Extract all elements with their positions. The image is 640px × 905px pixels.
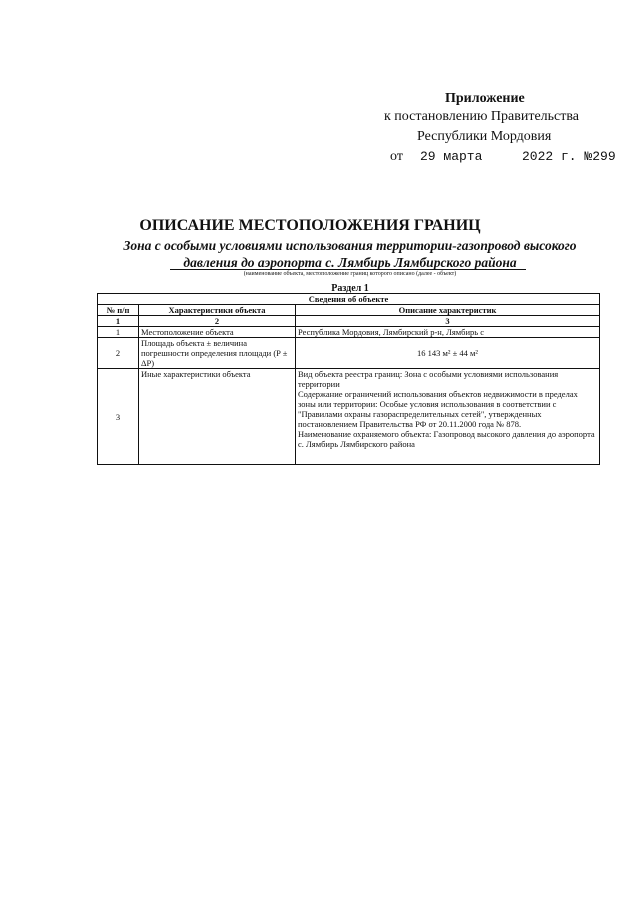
col-number-3: 3 bbox=[296, 316, 600, 327]
table-group-header: Сведения об объекте bbox=[98, 294, 600, 305]
appendix-date: 29 марта bbox=[420, 149, 483, 164]
document-subtitle bbox=[0, 237, 640, 271]
table-row bbox=[98, 338, 600, 369]
col-number-1: 1 bbox=[98, 316, 139, 327]
document-title: ОПИСАНИЕ МЕСТОПОЛОЖЕНИЯ ГРАНИЦ bbox=[139, 217, 481, 234]
table-row bbox=[98, 327, 600, 338]
table-header-row bbox=[98, 305, 600, 316]
row-description bbox=[296, 369, 600, 465]
col-header-characteristics: Характеристики объекта bbox=[139, 305, 296, 316]
appendix-from-label: от bbox=[390, 149, 403, 164]
row-description: 16 143 м² ± 44 м² bbox=[296, 338, 600, 369]
section-label: Раздел 1 bbox=[331, 283, 369, 294]
description-line: Содержание ограничений использования объектов недвижимости в пределах зоны или территории: Особые условия использования в соответствии с "Правилами охраны газораспределительных сетей", утвержденных постановлением Правительства РФ от 20.11.2000 года № 878. bbox=[298, 389, 578, 429]
row-number: 1 bbox=[98, 327, 139, 338]
row-characteristic: Местоположение объекта bbox=[139, 327, 296, 338]
appendix-resolution-line: к постановлению Правительства bbox=[384, 109, 580, 124]
description-line: Вид объекта реестра границ: Зона с особыми условиями использования территории bbox=[298, 369, 559, 389]
appendix-year-number: 2022 г. №299 bbox=[522, 149, 616, 164]
subtitle-line-1: Зона с особыми условиями использования территории-газопровод высокого bbox=[123, 238, 577, 253]
appendix-republic-line: Республики Мордовия bbox=[417, 129, 552, 144]
row-number: 2 bbox=[98, 338, 139, 369]
subtitle-underline bbox=[170, 269, 526, 270]
subtitle-caption: (наименование объекта, местоположение границ которого описано (далее - объект) bbox=[243, 271, 457, 277]
object-info-table bbox=[97, 293, 600, 465]
row-number: 3 bbox=[98, 369, 139, 465]
description-line: Наименование охраняемого объекта: Газопровод высокого давления до аэропорта с. Лямбирь Лямбирского района bbox=[298, 429, 595, 449]
col-header-description: Описание характеристик bbox=[296, 305, 600, 316]
subtitle-line-2: давления до аэропорта с. Лямбирь Лямбирского района bbox=[183, 255, 517, 270]
row-description: Республика Мордовия, Лямбирский р-н, Лямбирь с bbox=[296, 327, 600, 338]
appendix-heading: Приложение bbox=[445, 91, 525, 106]
row-characteristic: Иные характеристики объекта bbox=[139, 369, 296, 465]
table-row bbox=[98, 369, 600, 465]
col-header-no: № п/п bbox=[98, 305, 139, 316]
row-characteristic: Площадь объекта ± величина погрешности определения площади (P ± ΔP) bbox=[139, 338, 296, 369]
table-group-header-row bbox=[98, 294, 600, 305]
col-number-2: 2 bbox=[139, 316, 296, 327]
table-column-number-row bbox=[98, 316, 600, 327]
